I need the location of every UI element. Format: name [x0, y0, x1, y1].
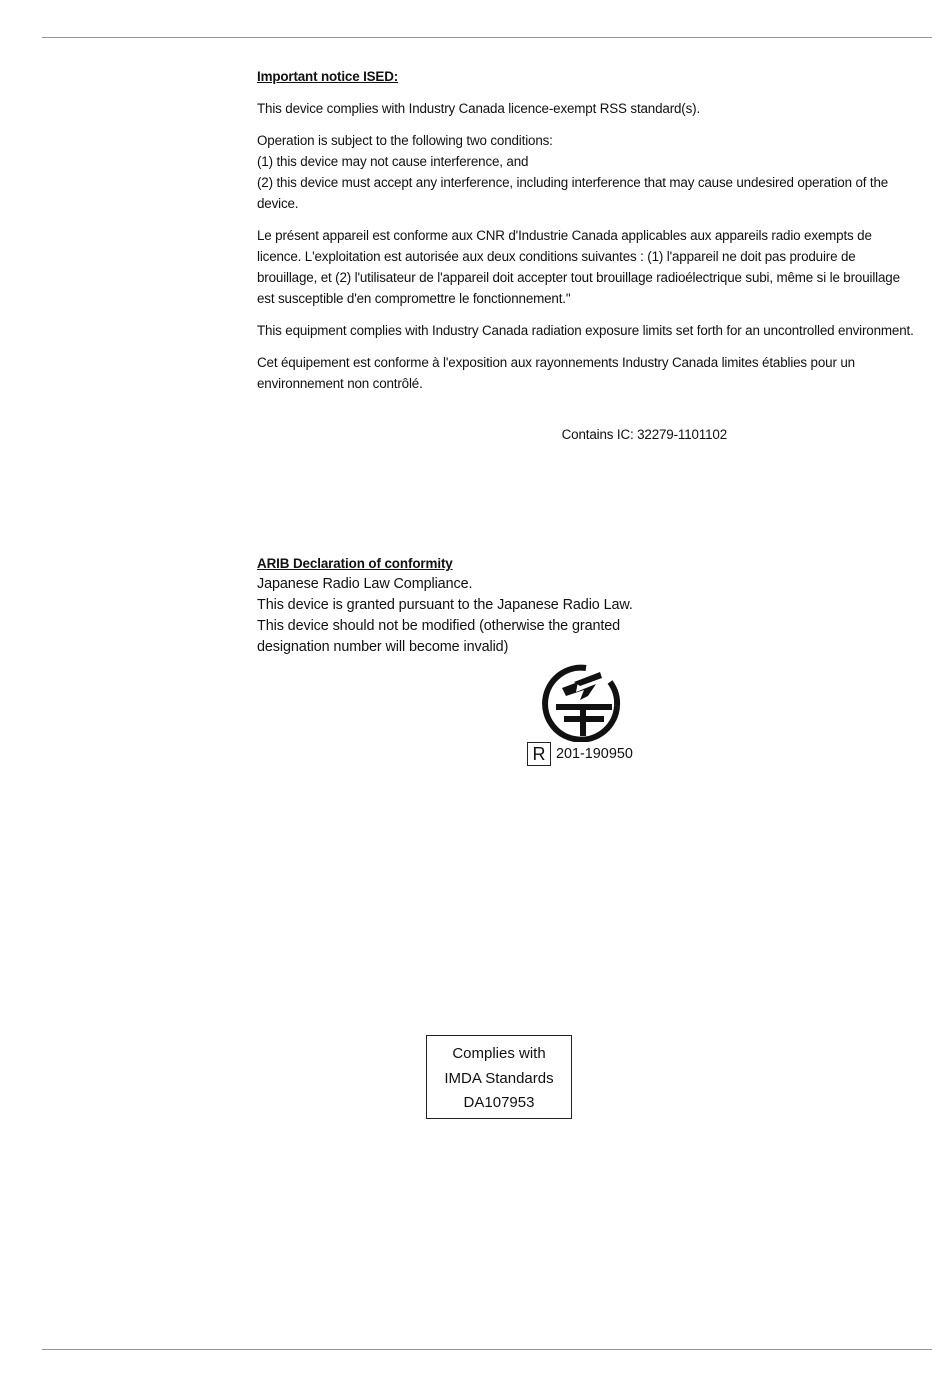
imda-compliance-box	[426, 1035, 572, 1119]
arib-line-2: This device is granted pursuant to the Japanese Radio Law.	[257, 597, 633, 613]
ised-condition-2: (2) this device must accept any interference, including interference that may cause undesired operation of the device.	[257, 175, 889, 211]
ised-exposure-french: Cet équipement est conforme à l'exposition aux rayonnements Industry Canada limites établies pour un environnement non contrôlé.	[257, 355, 855, 391]
ised-complies-text: This device complies with Industry Canada licence-exempt RSS standard(s).	[257, 101, 701, 116]
arib-section	[257, 553, 917, 658]
ised-heading: Important notice ISED:	[257, 69, 399, 84]
ised-conditions-intro: Operation is subject to the following two conditions:	[257, 133, 553, 148]
ised-condition-1: (1) this device may not cause interference, and	[257, 154, 529, 169]
imda-line-2: IMDA Standards	[444, 1069, 554, 1087]
contains-ic-label: Contains IC: 32279-1101102	[561, 427, 727, 442]
ised-exposure-english: This equipment complies with Industry Canada radiation exposure limits set forth for an uncontrolled environment.	[257, 323, 914, 338]
arib-line-3: This device should not be modified (otherwise the granted designation number will become invalid)	[257, 618, 621, 655]
imda-line-3: DA107953	[463, 1094, 535, 1111]
ised-french-conditions: Le présent appareil est conforme aux CNR d'Industrie Canada applicables aux appareils radio exempts de licence. L'exploitation est autorisée aux deux conditions suivantes : (1) l'appareil ne doit pas produire de brouillage, et (2) l'utilisateur de l'appareil doit accepter tout brouillage radioélectrique subi, même si le brouillage est susceptible d'en compromettre le fonctionnement."	[257, 228, 900, 306]
ised-notice-section	[257, 66, 917, 394]
footer-rule	[42, 1349, 932, 1350]
r-mark-box: R	[527, 742, 551, 766]
header-rule	[42, 37, 932, 38]
imda-line-1: Complies with	[452, 1045, 546, 1062]
arib-heading: ARIB Declaration of conformity	[257, 556, 453, 571]
giteki-mark-icon	[540, 662, 622, 742]
telec-certification	[527, 741, 633, 767]
telec-number-text: 201-190950	[556, 746, 633, 762]
arib-line-1: Japanese Radio Law Compliance.	[257, 576, 473, 592]
